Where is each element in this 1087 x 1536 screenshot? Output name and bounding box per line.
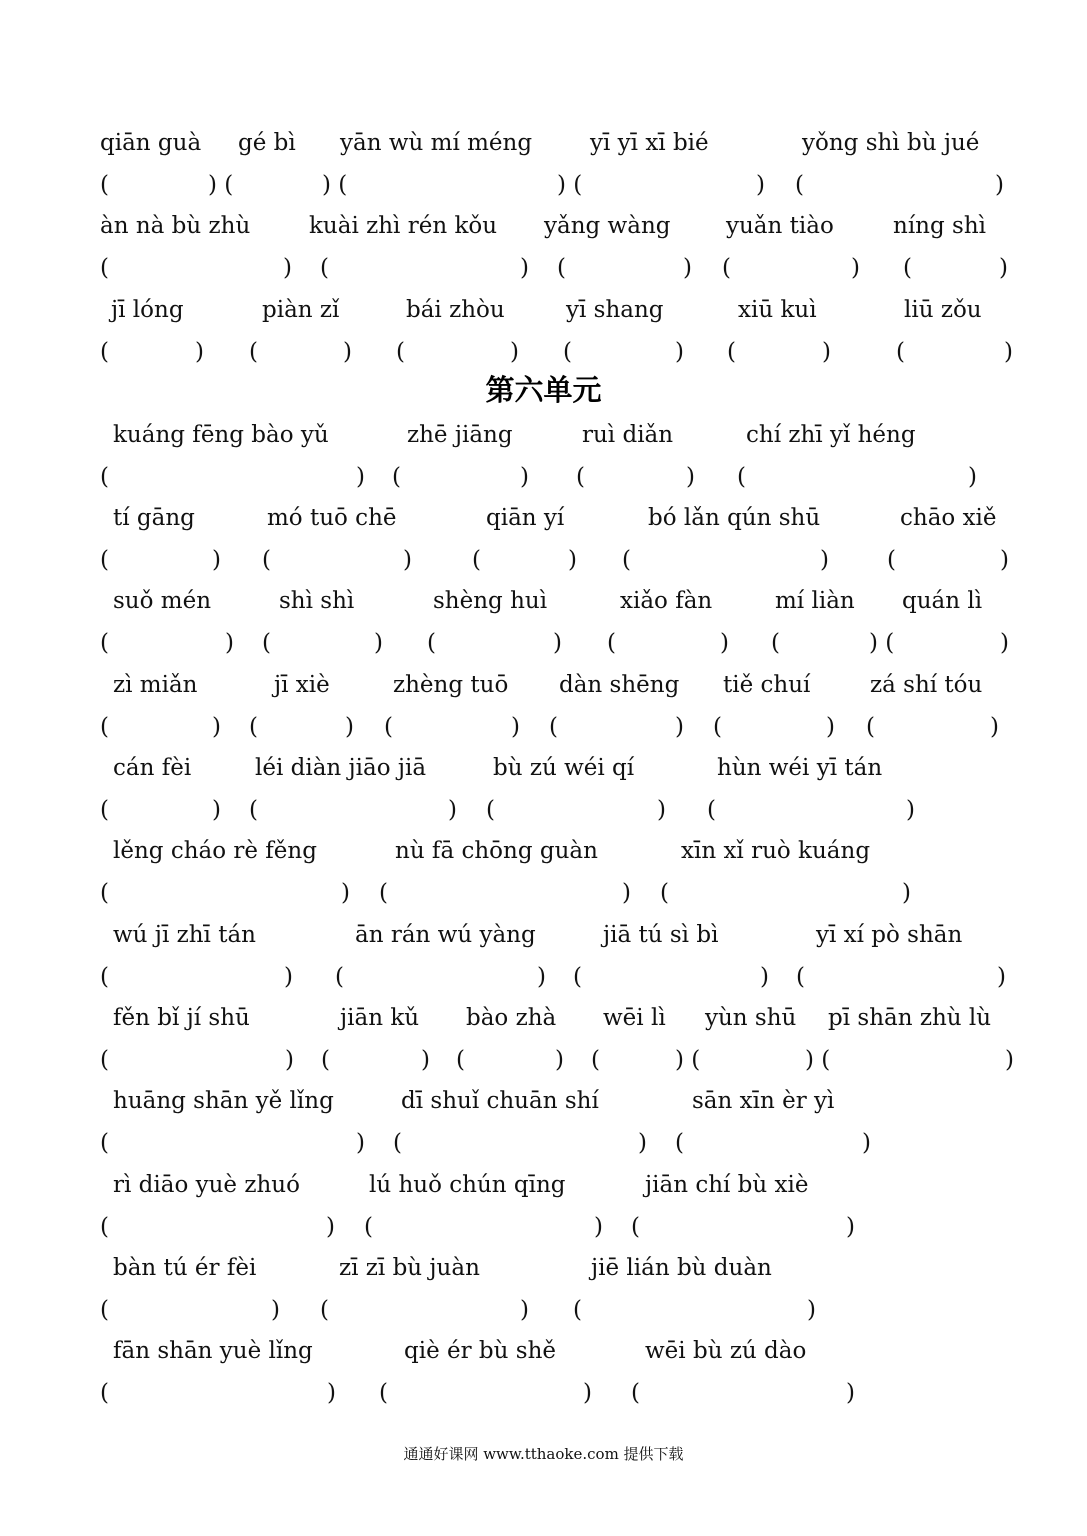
pinyin-word: qiān guà xyxy=(100,130,202,156)
pinyin-word: zhèng tuō xyxy=(393,672,509,698)
answer-bracket: ( xyxy=(896,339,905,365)
pinyin-word: fān shān yuè lǐng xyxy=(113,1338,313,1364)
answer-bracket: ( xyxy=(100,1047,109,1073)
answer-bracket: ) xyxy=(990,714,999,740)
answer-bracket: ( xyxy=(576,464,585,490)
pinyin-word: wēi bù zú dào xyxy=(645,1338,807,1364)
answer-bracket: ( xyxy=(607,630,616,656)
pinyin-word: bái zhòu xyxy=(406,297,505,323)
answer-bracket: ) ( xyxy=(675,1047,701,1073)
answer-bracket: ) xyxy=(675,339,684,365)
answer-row xyxy=(0,878,1087,908)
pinyin-word: xiǎo fàn xyxy=(620,588,713,614)
answer-bracket: ) xyxy=(906,797,915,823)
pinyin-word: jiā tú sì bì xyxy=(603,922,719,948)
answer-bracket: ( xyxy=(100,1130,109,1156)
answer-bracket: ) xyxy=(356,464,365,490)
answer-bracket: ( xyxy=(262,547,271,573)
answer-row xyxy=(0,1295,1087,1325)
pinyin-word: liū zǒu xyxy=(904,297,982,323)
pinyin-word: zì miǎn xyxy=(113,672,198,698)
answer-row xyxy=(0,170,1087,200)
answer-bracket: ( xyxy=(795,172,804,198)
pinyin-row xyxy=(0,1086,1087,1116)
pinyin-word: léi diàn jiāo jiā xyxy=(255,755,427,781)
pinyin-word: yān wù mí méng xyxy=(340,130,533,156)
pinyin-word: yī xí pò shān xyxy=(816,922,963,948)
answer-bracket: ( xyxy=(379,880,388,906)
pinyin-word: lěng cháo rè fěng xyxy=(113,838,317,864)
pinyin-word: yǎng wàng xyxy=(544,213,671,239)
answer-row xyxy=(0,795,1087,825)
pinyin-word: zhē jiāng xyxy=(407,422,513,448)
answer-bracket: ) xyxy=(822,339,831,365)
answer-bracket: ) xyxy=(851,255,860,281)
answer-bracket: ( xyxy=(622,547,631,573)
answer-bracket: ( xyxy=(660,880,669,906)
answer-bracket: ( xyxy=(249,339,258,365)
answer-bracket: ) xyxy=(403,547,412,573)
pinyin-word: piàn zǐ xyxy=(262,297,340,323)
answer-bracket: ) xyxy=(820,547,829,573)
answer-bracket: ) xyxy=(271,1297,280,1323)
pinyin-word: qiān yí xyxy=(486,505,565,531)
answer-bracket: ) xyxy=(537,964,546,990)
pinyin-word: rì diāo yuè zhuó xyxy=(113,1172,300,1198)
answer-bracket: ( xyxy=(100,1297,109,1323)
answer-bracket: ) xyxy=(345,714,354,740)
pinyin-word: bào zhà xyxy=(466,1005,557,1031)
answer-bracket: ( xyxy=(737,464,746,490)
answer-bracket: ) xyxy=(594,1214,603,1240)
pinyin-row xyxy=(0,503,1087,533)
answer-row xyxy=(0,337,1087,367)
answer-row xyxy=(0,628,1087,658)
answer-bracket: ( xyxy=(887,547,896,573)
answer-bracket: ( xyxy=(100,547,109,573)
answer-bracket: ) xyxy=(212,547,221,573)
pinyin-word: sān xīn èr yì xyxy=(692,1088,835,1114)
pinyin-row xyxy=(0,753,1087,783)
pinyin-word: mí liàn xyxy=(775,588,855,614)
answer-bracket: ( xyxy=(100,255,109,281)
answer-bracket: ) xyxy=(510,339,519,365)
answer-bracket: ( xyxy=(563,339,572,365)
answer-bracket: ( xyxy=(427,630,436,656)
pinyin-word: kuài zhì rén kǒu xyxy=(309,213,498,239)
pinyin-word: ān rán wú yàng xyxy=(355,922,536,948)
answer-bracket: ( xyxy=(866,714,875,740)
answer-bracket: ) ( xyxy=(805,1047,831,1073)
answer-bracket: ( xyxy=(320,1297,329,1323)
answer-bracket: ) xyxy=(1000,630,1009,656)
pinyin-word: shèng huì xyxy=(433,588,548,614)
pinyin-word: jiān chí bù xiè xyxy=(645,1172,809,1198)
pinyin-word: bó lǎn qún shū xyxy=(648,505,821,531)
answer-bracket: ) xyxy=(326,1214,335,1240)
answer-bracket: ( xyxy=(393,1130,402,1156)
answer-bracket: ( xyxy=(100,172,109,198)
pinyin-row xyxy=(0,211,1087,241)
answer-bracket: ( xyxy=(591,1047,600,1073)
answer-bracket: ( xyxy=(472,547,481,573)
answer-bracket: ( xyxy=(796,964,805,990)
answer-bracket: ( xyxy=(486,797,495,823)
pinyin-row xyxy=(0,586,1087,616)
answer-bracket: ) xyxy=(343,339,352,365)
answer-bracket: ( xyxy=(771,630,780,656)
answer-bracket: ) xyxy=(675,714,684,740)
answer-bracket: ) xyxy=(826,714,835,740)
pinyin-word: qiè ér bù shě xyxy=(404,1338,556,1364)
answer-row xyxy=(0,462,1087,492)
answer-row xyxy=(0,545,1087,575)
pinyin-row xyxy=(0,920,1087,950)
answer-bracket: ( xyxy=(675,1130,684,1156)
pinyin-row xyxy=(0,1336,1087,1366)
answer-bracket: ( xyxy=(722,255,731,281)
answer-bracket: ) xyxy=(421,1047,430,1073)
pinyin-word: ruì diǎn xyxy=(582,422,674,448)
pinyin-word: shì shì xyxy=(279,588,355,614)
pinyin-word: lú huǒ chún qīng xyxy=(369,1172,566,1198)
pinyin-word: tí gāng xyxy=(113,505,195,531)
answer-bracket: ( xyxy=(262,630,271,656)
answer-row xyxy=(0,712,1087,742)
answer-bracket: ) ( xyxy=(557,172,583,198)
pinyin-word: huāng shān yě lǐng xyxy=(113,1088,334,1114)
answer-bracket: ) xyxy=(520,255,529,281)
answer-bracket: ) xyxy=(999,255,1008,281)
answer-bracket: ) xyxy=(448,797,457,823)
pinyin-word: hùn wéi yī tán xyxy=(717,755,883,781)
answer-row xyxy=(0,253,1087,283)
answer-bracket: ( xyxy=(100,797,109,823)
answer-bracket: ) xyxy=(327,1380,336,1406)
answer-bracket: ( xyxy=(320,255,329,281)
pinyin-word: níng shì xyxy=(893,213,986,239)
answer-bracket: ( xyxy=(100,880,109,906)
pinyin-word: yùn shū xyxy=(705,1005,797,1031)
pinyin-word: pī shān zhù lù xyxy=(828,1005,992,1031)
pinyin-word: tiě chuí xyxy=(723,672,811,698)
answer-row xyxy=(0,1212,1087,1242)
pinyin-word: dàn shēng xyxy=(559,672,680,698)
pinyin-row xyxy=(0,1170,1087,1200)
answer-row xyxy=(0,1128,1087,1158)
answer-bracket: ) xyxy=(555,1047,564,1073)
pinyin-word: fěn bǐ jí shū xyxy=(113,1005,250,1031)
answer-bracket: ) xyxy=(284,964,293,990)
answer-bracket: ( xyxy=(903,255,912,281)
answer-bracket: ) xyxy=(1005,1047,1014,1073)
pinyin-word: jiē lián bù duàn xyxy=(591,1255,772,1281)
answer-bracket: ) xyxy=(285,1047,294,1073)
pinyin-word: gé bì xyxy=(238,130,296,156)
pinyin-word: yǒng shì bù jué xyxy=(802,130,980,156)
answer-bracket: ) xyxy=(212,797,221,823)
answer-bracket: ( xyxy=(249,797,258,823)
answer-bracket: ) ( xyxy=(869,630,895,656)
pinyin-row xyxy=(0,1253,1087,1283)
answer-bracket: ) xyxy=(862,1130,871,1156)
pinyin-word: wú jī zhī tán xyxy=(113,922,256,948)
answer-bracket: ) xyxy=(195,339,204,365)
pinyin-word: nù fā chōng guàn xyxy=(395,838,598,864)
answer-bracket: ) xyxy=(760,964,769,990)
pinyin-word: àn nà bù zhù xyxy=(100,213,251,239)
pinyin-word: yuǎn tiào xyxy=(726,213,834,239)
answer-bracket: ( xyxy=(321,1047,330,1073)
answer-bracket: ( xyxy=(249,714,258,740)
answer-bracket: ( xyxy=(379,1380,388,1406)
pinyin-word: jiān kǔ xyxy=(340,1005,420,1031)
pinyin-word: yī shang xyxy=(566,297,664,323)
answer-bracket: ( xyxy=(573,964,582,990)
pinyin-word: yī yī xī bié xyxy=(590,130,709,156)
pinyin-row xyxy=(0,128,1087,158)
answer-bracket: ) xyxy=(622,880,631,906)
answer-bracket: ) xyxy=(583,1380,592,1406)
answer-bracket: ) xyxy=(968,464,977,490)
pinyin-word: dī shuǐ chuān shí xyxy=(401,1088,599,1114)
answer-bracket: ) ( xyxy=(208,172,234,198)
answer-bracket: ( xyxy=(100,464,109,490)
pinyin-word: jī xiè xyxy=(274,672,330,698)
answer-bracket: ) xyxy=(807,1297,816,1323)
answer-bracket: ) xyxy=(356,1130,365,1156)
answer-bracket: ) xyxy=(283,255,292,281)
answer-bracket: ( xyxy=(707,797,716,823)
answer-bracket: ) xyxy=(225,630,234,656)
pinyin-word: bù zú wéi qí xyxy=(493,755,635,781)
pinyin-word: chāo xiě xyxy=(900,505,997,531)
pinyin-row xyxy=(0,670,1087,700)
pinyin-word: bàn tú ér fèi xyxy=(113,1255,257,1281)
answer-row xyxy=(0,1378,1087,1408)
pinyin-word: kuáng fēng bào yǔ xyxy=(113,422,329,448)
answer-bracket: ( xyxy=(631,1380,640,1406)
answer-bracket: ) xyxy=(657,797,666,823)
answer-bracket: ) xyxy=(686,464,695,490)
answer-bracket: ) xyxy=(846,1214,855,1240)
pinyin-word: xīn xǐ ruò kuáng xyxy=(681,838,871,864)
pinyin-word: mó tuō chē xyxy=(267,505,397,531)
pinyin-word: xiū kuì xyxy=(738,297,817,323)
answer-bracket: ) xyxy=(212,714,221,740)
answer-bracket: ( xyxy=(396,339,405,365)
answer-bracket: ( xyxy=(392,464,401,490)
answer-bracket: ( xyxy=(100,339,109,365)
pinyin-row xyxy=(0,836,1087,866)
answer-row xyxy=(0,962,1087,992)
answer-bracket: ) xyxy=(1004,339,1013,365)
answer-bracket: ( xyxy=(713,714,722,740)
pinyin-word: quán lì xyxy=(902,588,983,614)
answer-bracket: ( xyxy=(100,1214,109,1240)
pinyin-row xyxy=(0,295,1087,325)
answer-bracket: ) xyxy=(511,714,520,740)
answer-bracket: ) xyxy=(902,880,911,906)
answer-bracket: ) xyxy=(995,172,1004,198)
answer-bracket: ) xyxy=(374,630,383,656)
answer-bracket: ) xyxy=(520,464,529,490)
answer-bracket: ) xyxy=(720,630,729,656)
answer-bracket: ) xyxy=(846,1380,855,1406)
answer-bracket: ( xyxy=(573,1297,582,1323)
answer-bracket: ) xyxy=(756,172,765,198)
pinyin-word: chí zhī yǐ héng xyxy=(746,422,916,448)
answer-bracket: ( xyxy=(100,964,109,990)
pinyin-word: wēi lì xyxy=(603,1005,666,1031)
answer-bracket: ) xyxy=(683,255,692,281)
pinyin-word: zī zī bù juàn xyxy=(339,1255,480,1281)
answer-bracket: ) xyxy=(997,964,1006,990)
pinyin-row xyxy=(0,420,1087,450)
answer-bracket: ( xyxy=(557,255,566,281)
answer-bracket: ( xyxy=(727,339,736,365)
page-footer: 通通好课网 www.tthaoke.com 提供下载 xyxy=(403,1445,684,1463)
answer-bracket: ( xyxy=(384,714,393,740)
pinyin-word: cán fèi xyxy=(113,755,192,781)
answer-bracket: ) xyxy=(520,1297,529,1323)
answer-bracket: ) xyxy=(341,880,350,906)
answer-bracket: ) ( xyxy=(322,172,348,198)
answer-bracket: ) xyxy=(1000,547,1009,573)
pinyin-word: suǒ mén xyxy=(113,588,212,614)
section-title: 第六单元 xyxy=(485,373,602,407)
answer-row xyxy=(0,1045,1087,1075)
answer-bracket: ( xyxy=(456,1047,465,1073)
pinyin-word: jī lóng xyxy=(111,297,184,323)
answer-bracket: ( xyxy=(100,714,109,740)
answer-bracket: ) xyxy=(553,630,562,656)
answer-bracket: ( xyxy=(335,964,344,990)
pinyin-row xyxy=(0,1003,1087,1033)
answer-bracket: ( xyxy=(100,1380,109,1406)
answer-bracket: ( xyxy=(364,1214,373,1240)
pinyin-word: zá shí tóu xyxy=(870,672,983,698)
answer-bracket: ) xyxy=(568,547,577,573)
answer-bracket: ( xyxy=(100,630,109,656)
answer-bracket: ( xyxy=(549,714,558,740)
answer-bracket: ) xyxy=(638,1130,647,1156)
answer-bracket: ( xyxy=(631,1214,640,1240)
